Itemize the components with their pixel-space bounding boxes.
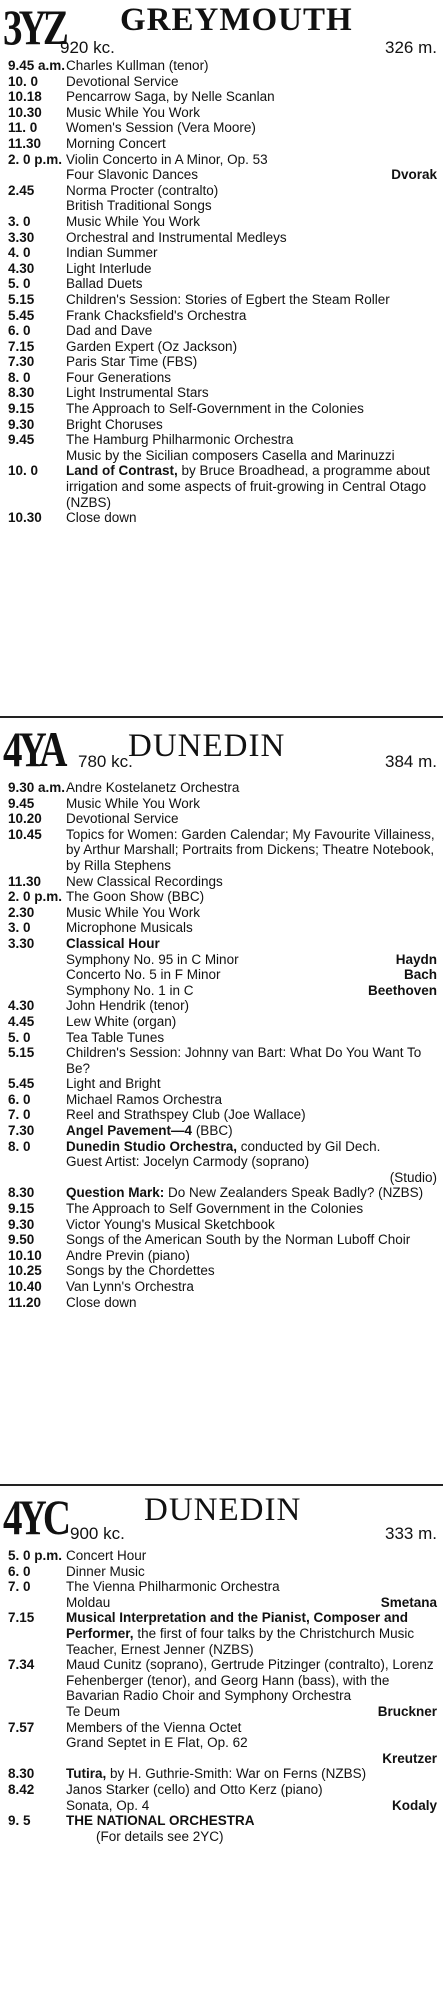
list-item	[8, 1092, 437, 1108]
station-4ya	[0, 722, 443, 1310]
program-text: Dinner Music	[66, 1563, 145, 1579]
program-text: Music While You Work	[66, 795, 201, 811]
program-time: 5.15	[8, 291, 35, 307]
program-text: Concert Hour	[66, 1548, 147, 1563]
list-item	[8, 1076, 437, 1092]
composer-name: Dvorak	[391, 167, 437, 183]
program-text: Orchestral and Instrumental Medleys	[66, 229, 287, 245]
program-time: 2. 0 p.m.	[8, 151, 63, 167]
program-text: Microphone Musicals	[66, 920, 193, 936]
station-4yc	[0, 1490, 443, 1844]
program-text: Van Lynn's Orchestra	[66, 1279, 194, 1294]
program-time: 5. 0	[8, 1029, 31, 1045]
program-time: 7.30	[8, 1123, 35, 1139]
composer-name: Beethoven	[367, 982, 437, 998]
program-text: Ballad Duets	[66, 276, 143, 292]
program-time: 7. 0	[8, 1579, 31, 1595]
list-item	[8, 292, 437, 308]
program-text: Children's Session: Stories of Egbert the Steam Roller	[66, 291, 390, 307]
program-subline	[66, 1595, 437, 1611]
program-time: 7.15	[8, 1610, 35, 1626]
program-text: New Classical Recordings	[66, 873, 223, 889]
list-item	[8, 214, 437, 230]
program-text: John Hendrik (tenor)	[66, 998, 190, 1014]
list-item	[8, 385, 437, 401]
list-item	[8, 905, 437, 921]
list-item	[8, 261, 437, 277]
list-item	[8, 401, 437, 417]
program-text: Dad and Dave	[66, 323, 153, 339]
program-subline	[66, 1798, 437, 1814]
program-list	[0, 1548, 443, 1844]
work-line	[66, 952, 437, 968]
list-item	[8, 463, 437, 510]
program-time: 10.25	[8, 1263, 42, 1279]
program-time: 8.30	[8, 1766, 35, 1782]
program-time: 4.45	[8, 1013, 35, 1029]
list-item	[8, 1014, 437, 1030]
list-item	[8, 874, 437, 890]
list-item	[8, 1030, 437, 1046]
program-text: the first of four talks by the Christchurch Music Teacher, Ernest Jenner (NZBS)	[66, 1625, 415, 1657]
program-subtext: Grand Septet in E Flat, Op. 62	[66, 1735, 248, 1751]
program-time: 2.30	[8, 904, 35, 920]
program-text: Do New Zealanders Speak Badly? (NZBS)	[168, 1185, 424, 1201]
program-time: 11.20	[8, 1294, 42, 1310]
program-text: Charles Kullman (tenor)	[66, 58, 209, 73]
program-time: 9.30	[8, 416, 35, 432]
list-item	[8, 136, 437, 152]
program-title: Musical Interpretation and the Pianist, Composer and Performer,	[66, 1610, 409, 1641]
list-item	[8, 1813, 437, 1844]
list-item	[8, 339, 437, 355]
list-item	[8, 998, 437, 1014]
list-item	[8, 827, 437, 874]
program-list	[0, 780, 443, 1310]
program-text: Andre Previn (piano)	[66, 1247, 190, 1263]
program-time: 9.30	[8, 1216, 35, 1232]
program-time: 10.20	[8, 811, 42, 827]
list-item	[8, 245, 437, 261]
program-title: Dunedin Studio Orchestra,	[66, 1138, 238, 1154]
program-time: 2.45	[8, 182, 35, 198]
program-text: Songs of the American South by the Norman Luboff Choir	[66, 1232, 411, 1248]
list-item	[8, 811, 437, 827]
list-item	[8, 432, 437, 463]
program-time: 7.30	[8, 354, 35, 370]
program-time: 10.30	[8, 104, 42, 120]
work-title: Concerto No. 5 in F Minor	[66, 967, 221, 983]
program-text: Close down	[66, 1294, 137, 1310]
program-text: Violin Concerto in A Minor, Op. 53	[66, 151, 268, 167]
program-title: Angel Pavement—4	[66, 1123, 193, 1139]
program-text: Pencarrow Saga, by Nelle Scanlan	[66, 89, 275, 105]
station-wavelength: 326 m.	[385, 38, 437, 57]
program-text: Tea Table Tunes	[66, 1029, 165, 1045]
program-time: 10. 0	[8, 463, 39, 479]
program-time: 6. 0	[8, 1563, 31, 1579]
program-text: Women's Session (Vera Moore)	[66, 120, 256, 136]
program-time: 9.45 a.m.	[8, 58, 66, 73]
program-text: Andre Kostelanetz Orchestra	[66, 780, 240, 795]
station-callsign: 4YA	[3, 721, 64, 777]
program-time: 11.30	[8, 135, 42, 151]
list-item	[8, 308, 437, 324]
list-item	[8, 1185, 437, 1201]
list-item	[8, 1295, 437, 1311]
list-item	[8, 796, 437, 812]
program-text: Devotional Service	[66, 811, 179, 827]
station-callsign: 3YZ	[3, 0, 65, 55]
program-time: 8. 0	[8, 1138, 31, 1154]
composer-name: Smetana	[380, 1594, 437, 1610]
program-time: 9.30 a.m.	[8, 780, 66, 795]
program-text: by Bruce Broadhead, a programme about irrigation and some aspects of fruit-growing in Central Otago (NZBS)	[66, 463, 430, 510]
program-time: 8.30	[8, 1185, 35, 1201]
station-header	[0, 1490, 443, 1548]
program-subright: (Studio)	[389, 1169, 437, 1185]
list-item	[8, 936, 437, 998]
program-text: Michael Ramos Orchestra	[66, 1091, 223, 1107]
program-time: 5. 0 p.m.	[8, 1548, 63, 1563]
program-text: Morning Concert	[66, 135, 166, 151]
section-divider	[0, 1484, 443, 1486]
program-title: THE NATIONAL ORCHESTRA	[66, 1813, 255, 1829]
program-time: 8.42	[8, 1781, 35, 1797]
program-text: The Hamburg Philharmonic Orchestra	[66, 432, 294, 448]
program-text: Children's Session: Johnny van Bart: What Do You Want To Be?	[66, 1045, 422, 1076]
station-city: DUNEDIN	[144, 1492, 302, 1528]
work-title: Symphony No. 1 in C	[66, 982, 194, 998]
list-item	[8, 105, 437, 121]
program-text: Music While You Work	[66, 104, 201, 120]
list-item	[8, 1766, 437, 1782]
station-wavelength: 333 m.	[385, 1524, 437, 1543]
program-time: 9.45	[8, 432, 35, 448]
program-time: 11.30	[8, 873, 42, 889]
program-time: 3.30	[8, 935, 35, 951]
program-time: 9.15	[8, 1201, 35, 1217]
station-header	[0, 722, 443, 780]
list-item	[8, 89, 437, 105]
program-time: 4. 0	[8, 245, 31, 261]
program-time: 9. 5	[8, 1813, 31, 1829]
program-text: Reel and Strathspey Club (Joe Wallace)	[66, 1107, 306, 1123]
program-text: Norma Procter (contralto)	[66, 182, 219, 198]
section-divider	[0, 716, 443, 718]
program-time: 6. 0	[8, 323, 31, 339]
list-item	[8, 1232, 437, 1248]
program-text: Devotional Service	[66, 73, 179, 89]
list-item	[8, 1045, 437, 1076]
list-item	[8, 1139, 437, 1186]
program-subtext: (For details see 2YC)	[96, 1828, 224, 1844]
station-frequency: 900 kc.	[70, 1524, 125, 1543]
program-text: The Goon Show (BBC)	[66, 889, 205, 905]
station-city: DUNEDIN	[128, 728, 286, 764]
program-time: 11. 0	[8, 120, 38, 136]
list-item	[8, 1123, 437, 1139]
program-time: 10.18	[8, 89, 42, 105]
program-time: 5.45	[8, 307, 35, 323]
list-item	[8, 120, 437, 136]
program-time: 9.15	[8, 401, 35, 417]
program-subline	[66, 1704, 437, 1720]
work-title: Symphony No. 95 in C Minor	[66, 951, 239, 967]
program-time: 5.45	[8, 1076, 35, 1092]
program-text: Topics for Women: Garden Calendar; My Favourite Villainess, by Arthur Marshall; Portraits from Dickens; Theatre Notebook, by Rilla Stephens	[66, 826, 435, 873]
program-text: Light and Bright	[66, 1076, 161, 1092]
program-time: 2. 0 p.m.	[8, 889, 63, 905]
program-time: 4.30	[8, 998, 35, 1014]
program-text: Members of the Vienna Octet	[66, 1719, 242, 1735]
list-item	[8, 1610, 437, 1657]
program-time: 10.10	[8, 1247, 42, 1263]
list-item	[8, 1263, 437, 1279]
program-text: Frank Chacksfield's Orchestra	[66, 307, 247, 323]
list-item	[8, 1279, 437, 1295]
program-time: 5. 0	[8, 276, 31, 292]
program-text: Victor Young's Musical Sketchbook	[66, 1216, 275, 1232]
program-title: Classical Hour	[66, 935, 160, 951]
station-3yz	[0, 0, 443, 526]
list-item	[8, 920, 437, 936]
program-time: 6. 0	[8, 1091, 31, 1107]
program-time: 7.57	[8, 1719, 35, 1735]
station-frequency: 920 kc.	[60, 38, 115, 57]
list-item	[8, 1720, 437, 1767]
station-callsign: 4YC	[3, 1489, 68, 1545]
program-text: Four Generations	[66, 369, 172, 385]
program-text: Lew White (organ)	[66, 1013, 177, 1029]
program-time: 7.15	[8, 338, 35, 354]
program-text: conducted by Gil Dech.	[240, 1138, 381, 1154]
program-time: 3. 0	[8, 213, 31, 229]
composer-name: Haydn	[395, 951, 437, 967]
list-item	[8, 370, 437, 386]
program-text: Light Interlude	[66, 260, 152, 276]
list-item	[8, 1548, 437, 1564]
program-subtext: Music by the Sicilian composers Casella and Marinuzzi	[66, 447, 395, 463]
program-time: 4.30	[8, 260, 35, 276]
composer-name: Bach	[403, 967, 437, 983]
program-text: The Approach to Self Government in the Colonies	[66, 1201, 364, 1217]
classical-hour-works	[66, 952, 437, 999]
work-line	[66, 967, 437, 983]
list-item	[8, 1248, 437, 1264]
program-title: Land of Contrast,	[66, 463, 178, 479]
program-time: 9.45	[8, 795, 35, 811]
program-text: Light Instrumental Stars	[66, 385, 209, 401]
program-subtext: Te Deum	[66, 1703, 121, 1719]
program-text: by H. Guthrie-Smith: War on Ferns (NZBS)	[110, 1766, 367, 1782]
station-wavelength: 384 m.	[385, 752, 437, 771]
list-item	[8, 74, 437, 90]
list-item	[8, 510, 437, 526]
program-time: 5.15	[8, 1045, 35, 1061]
program-title: Tutira,	[66, 1766, 107, 1782]
station-city: GREYMOUTH	[120, 2, 353, 38]
program-text: The Vienna Philharmonic Orchestra	[66, 1579, 280, 1595]
program-time: 10.40	[8, 1279, 42, 1294]
program-text: The Approach to Self-Government in the Colonies	[66, 401, 364, 417]
list-item	[8, 1217, 437, 1233]
list-item	[8, 780, 437, 796]
program-text: Close down	[66, 510, 137, 526]
list-item	[8, 58, 437, 74]
list-item	[8, 183, 437, 214]
program-time: 9.50	[8, 1232, 35, 1248]
list-item	[8, 230, 437, 246]
list-item	[8, 152, 437, 183]
list-item	[8, 1564, 437, 1580]
list-item	[8, 1657, 437, 1719]
composer-name: Bruckner	[377, 1703, 437, 1719]
program-time: 3.30	[8, 229, 35, 245]
list-item	[8, 1107, 437, 1123]
composer-name: Kreutzer	[382, 1750, 437, 1766]
program-time: 10.45	[8, 826, 42, 842]
program-time: 3. 0	[8, 920, 31, 936]
program-text: Maud Cunitz (soprano), Gertrude Pitzinger (contralto), Lorenz Fehenberger (tenor), and Georg Hann (bass), with the Bavarian Radio Choir and Symphony Orchestra	[66, 1657, 434, 1704]
program-time: 7. 0	[8, 1107, 31, 1123]
program-text: Garden Expert (Oz Jackson)	[66, 338, 238, 354]
program-time: 8.30	[8, 385, 35, 401]
program-subtext: Sonata, Op. 4	[66, 1797, 150, 1813]
program-text: Music While You Work	[66, 904, 201, 920]
program-time: 10.30	[8, 510, 42, 526]
program-text: Songs by the Chordettes	[66, 1263, 215, 1279]
program-text: Indian Summer	[66, 245, 158, 261]
list-item	[8, 889, 437, 905]
work-line	[66, 983, 437, 999]
program-list	[0, 58, 443, 526]
program-subtext: Four Slavonic Dances	[66, 167, 199, 183]
list-item	[8, 1579, 437, 1610]
program-title: Question Mark:	[66, 1185, 165, 1201]
program-text: Music While You Work	[66, 213, 201, 229]
program-text: Bright Choruses	[66, 416, 163, 432]
program-text: Paris Star Time (FBS)	[66, 354, 198, 370]
program-time: 7.34	[8, 1657, 35, 1673]
list-item	[8, 276, 437, 292]
program-subtext: British Traditional Songs	[66, 198, 212, 214]
program-text: Janos Starker (cello) and Otto Kerz (piano)	[66, 1781, 323, 1797]
list-item	[8, 417, 437, 433]
list-item	[8, 323, 437, 339]
station-frequency: 780 kc.	[78, 752, 133, 771]
list-item	[8, 1201, 437, 1217]
program-time: 8. 0	[8, 369, 31, 385]
station-header	[0, 0, 443, 58]
program-text: (BBC)	[195, 1123, 233, 1139]
program-subtext: Guest Artist: Jocelyn Carmody (soprano)	[66, 1154, 310, 1170]
list-item	[8, 1782, 437, 1813]
program-subline	[66, 167, 437, 183]
program-subtext: Moldau	[66, 1594, 111, 1610]
program-time: 10. 0	[8, 73, 39, 89]
list-item	[8, 354, 437, 370]
composer-name: Kodaly	[391, 1797, 437, 1813]
